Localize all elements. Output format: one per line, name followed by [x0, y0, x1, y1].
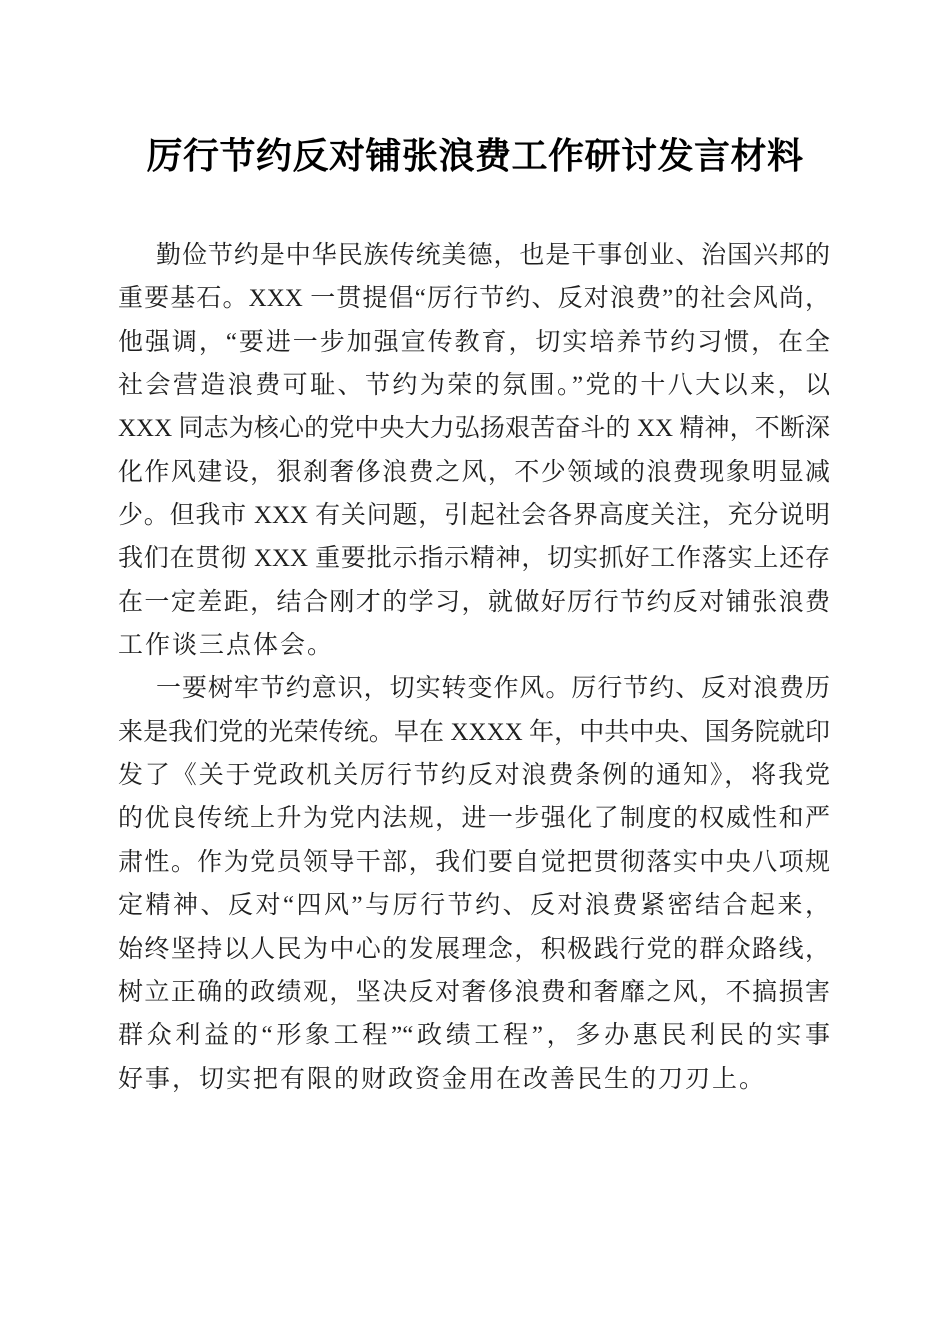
text-line: 他强调，“要进一步加强宣传教育，切实培养节约习惯，在全	[118, 328, 830, 356]
text-line: 少。但我市 XXX 有关问题，引起社会各界高度关注，充分说明	[118, 502, 830, 530]
text-line: 群众利益的“形象工程”“政绩工程”，多办惠民利民的实事	[118, 1022, 830, 1050]
text-line: 始终坚持以人民为中心的发展理念，积极践行党的群众路线，	[118, 935, 830, 963]
document-title: 厉行节约反对铺张浪费工作研讨发言材料	[146, 136, 804, 176]
document-body	[118, 234, 830, 1101]
paragraph	[118, 234, 830, 667]
text-line: 社会营造浪费可耻、节约为荣的氛围。”党的十八大以来，以	[118, 372, 830, 400]
text-line: 重要基石。XXX 一贯提倡“厉行节约、反对浪费”的社会风尚，	[118, 285, 830, 313]
text-line: 来是我们党的光荣传统。早在 XXXX 年，中共中央、国务院就印	[118, 718, 830, 746]
text-line: 一要树牢节约意识，切实转变作风。厉行节约、反对浪费历	[156, 675, 830, 703]
text-line: 树立正确的政绩观，坚决反对奢侈浪费和奢靡之风，不搞损害	[118, 978, 830, 1006]
text-line: 肃性。作为党员领导干部，我们要自觉把贯彻落实中央八项规	[118, 848, 830, 876]
text-line: 化作风建设，狠刹奢侈浪费之风，不少领域的浪费现象明显减	[118, 458, 830, 486]
text-line: 我们在贯彻 XXX 重要批示指示精神，切实抓好工作落实上还存	[118, 545, 830, 573]
text-line: 发了《关于党政机关厉行节约反对浪费条例的通知》，将我党	[118, 762, 830, 790]
text-line: 的优良传统上升为党内法规，进一步强化了制度的权威性和严	[118, 805, 830, 833]
text-line: 好事，切实把有限的财政资金用在改善民生的刀刃上。	[118, 1065, 767, 1093]
paragraph	[118, 667, 830, 1100]
text-line: 勤俭节约是中华民族传统美德，也是干事创业、治国兴邦的	[156, 242, 830, 269]
text-line: 工作谈三点体会。	[118, 632, 335, 660]
text-line: 定精神、反对“四风”与厉行节约、反对浪费紧密结合起来，	[118, 892, 830, 920]
text-line: 在一定差距，结合刚才的学习，就做好厉行节约反对铺张浪费	[118, 588, 830, 616]
text-line: XXX 同志为核心的党中央大力弘扬艰苦奋斗的 XX 精神，不断深	[118, 415, 830, 443]
